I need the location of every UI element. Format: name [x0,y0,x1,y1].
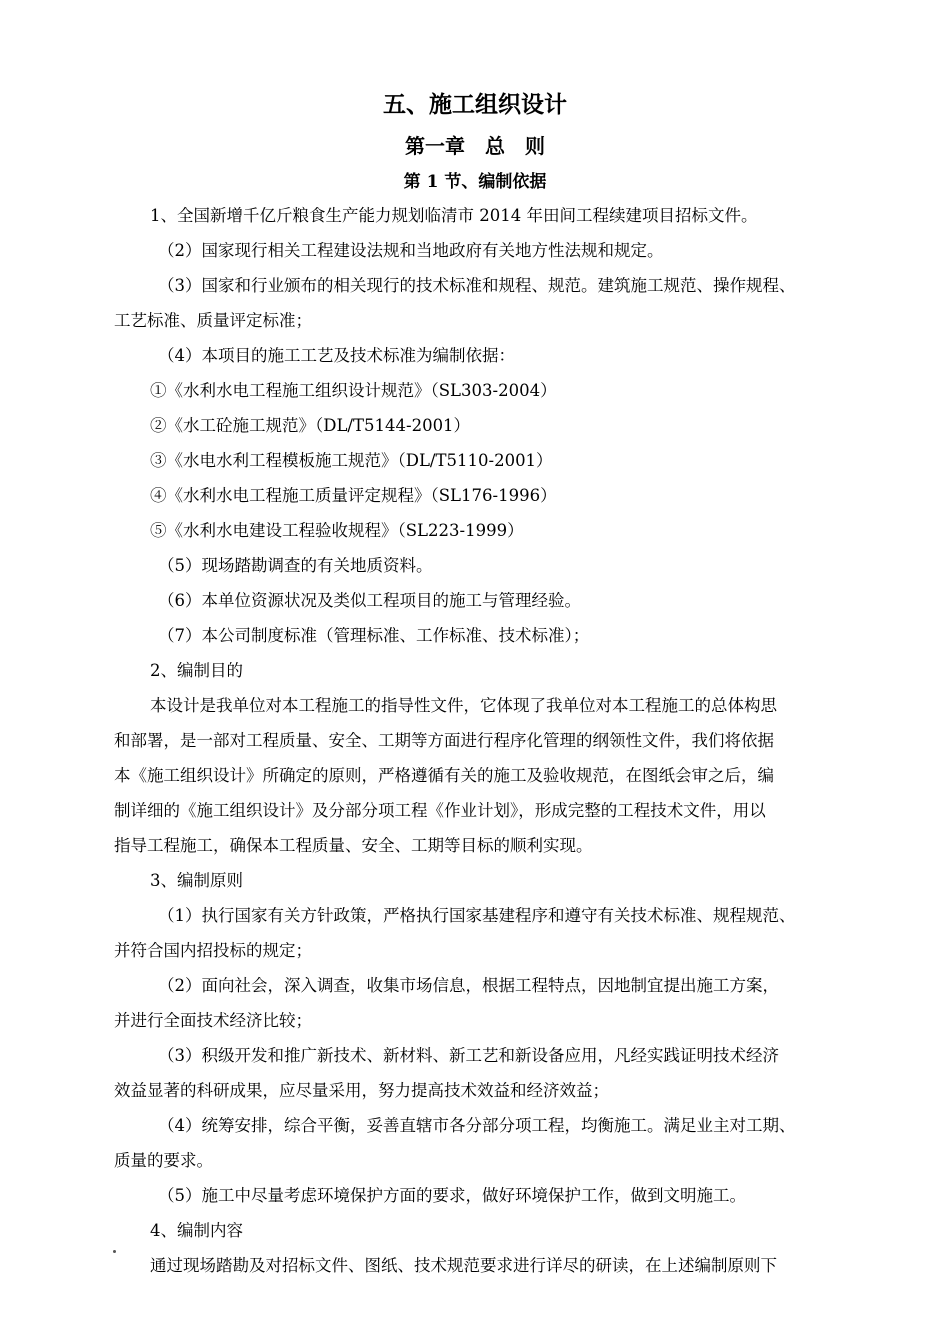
text-line: （6）本单位资源状况及类似工程项目的施工与管理经验。 [158,591,581,610]
section-title: 第 1 节、编制依据 [403,172,547,192]
text-line: 和部署，是一部对工程质量、安全、工期等方面进行程序化管理的纲领性文件，我们将依据 [114,731,774,750]
text-line: （2）面向社会，深入调查，收集市场信息，根据工程特点，因地制宜提出施工方案， [158,976,779,995]
text-line: 质量的要求。 [114,1151,213,1170]
document-title: 五、施工组织设计 [383,91,567,118]
document-body [114,198,898,1283]
text-line: 3、编制原则 [150,871,243,890]
text-line: （2）国家现行相关工程建设法规和当地政府有关地方性法规和规定。 [158,241,664,260]
text-line: 效益显著的科研成果，应尽量采用，努力提高技术效益和经济效益； [114,1081,609,1100]
footer-mark [113,1250,116,1253]
text-line: 制详细的《施工组织设计》及分部分项工程《作业计划》，形成完整的工程技术文件，用以 [114,801,766,820]
text-line: （4）本项目的施工工艺及技术标准为编制依据： [158,346,515,365]
text-line: ④《水利水电工程施工质量评定规程》（SL176-1996） [150,486,557,505]
text-line: （3）国家和行业颁布的相关现行的技术标准和规程、规范。建筑施工规范、操作规程、 [158,276,796,295]
text-line: 本《施工组织设计》所确定的原则，严格遵循有关的施工及验收规范，在图纸会审之后，编 [114,766,774,785]
text-line: （5）施工中尽量考虑环境保护方面的要求，做好环境保护工作，做到文明施工。 [158,1186,746,1205]
text-line: （4）统筹安排，综合平衡，妥善直辖市各分部分项工程，均衡施工。满足业主对工期、 [158,1116,796,1135]
text-line: 1、全国新增千亿斤粮食生产能力规划临清市 2014 年田间工程续建项目招标文件。 [150,206,758,225]
text-line: （7）本公司制度标准（管理标准、工作标准、技术标准）； [158,626,590,645]
text-line: 4、编制内容 [150,1221,243,1240]
text-line: ①《水利水电工程施工组织设计规范》（SL303-2004） [150,381,557,400]
text-line: 2、编制目的 [150,661,243,680]
text-line: 并进行全面技术经济比较； [114,1011,312,1030]
chapter-title: 第一章 总 则 [405,134,545,158]
text-line: ⑤《水利水电建设工程验收规程》（SL223-1999） [150,521,524,540]
text-line: （5）现场踏勘调查的有关地质资料。 [158,556,433,575]
text-line: 工艺标准、质量评定标准； [114,311,312,330]
text-line: （1）执行国家有关方针政策，严格执行国家基建程序和遵守有关技术标准、规程规范、 [158,906,796,925]
text-line: ②《水工砼施工规范》（DL/T5144-2001） [150,416,471,435]
text-line: （3）积级开发和推广新技术、新材料、新工艺和新设备应用，凡经实践证明技术经济 [158,1046,779,1065]
text-line: 本设计是我单位对本工程施工的指导性文件，它体现了我单位对本工程施工的总体构思 [150,696,777,715]
text-line: 并符合国内招投标的规定； [114,941,312,960]
text-line: ③《水电水利工程模板施工规范》（DL/T5110-2001） [150,451,553,470]
text-line: 通过现场踏勘及对招标文件、图纸、技术规范要求进行详尽的研读，在上述编制原则下 [150,1256,777,1275]
text-line: 指导工程施工，确保本工程质量、安全、工期等目标的顺利实现。 [114,836,593,855]
